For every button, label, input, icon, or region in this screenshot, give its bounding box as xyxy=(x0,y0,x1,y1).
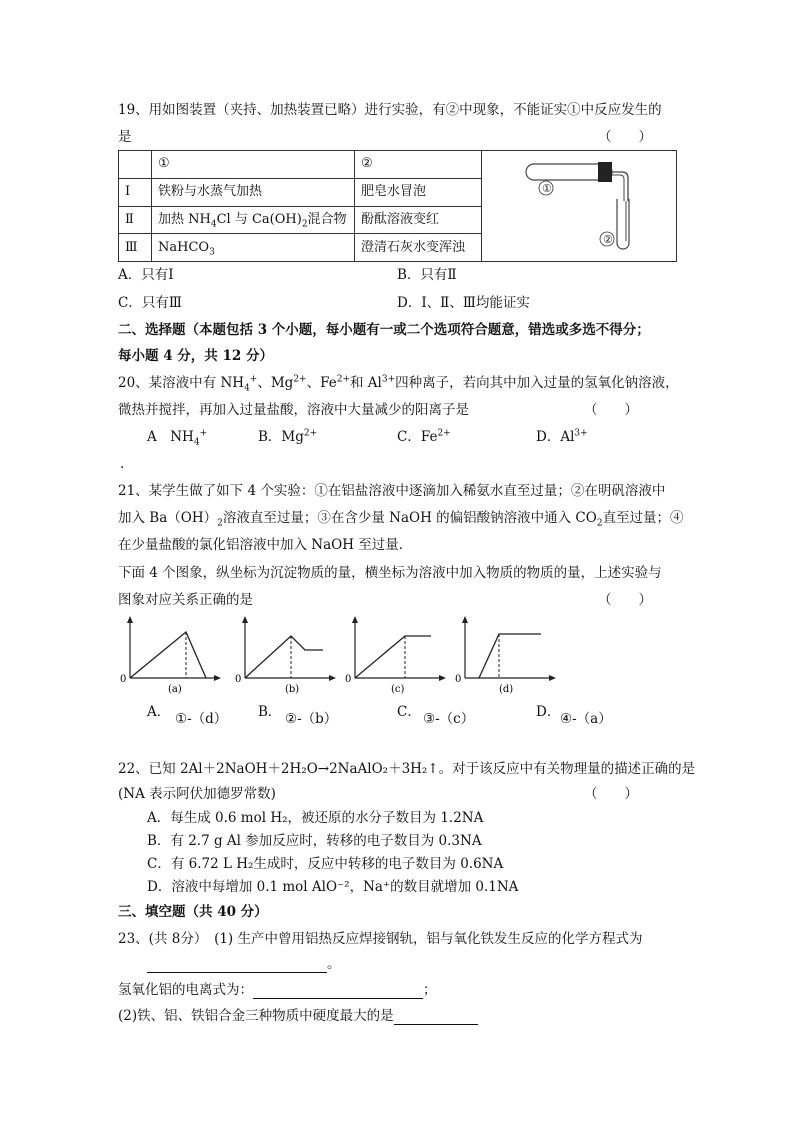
q21-option-d-text[interactable]: ④-（a） xyxy=(560,711,612,727)
section2-heading-line2: 每小题 4 分，共 12 分） xyxy=(118,348,273,364)
q21-option-a-letter[interactable]: A． xyxy=(147,704,171,720)
q22-option-c[interactable]: C．有 6.72 L H₂生成时，反应中转移的电子数目为 0.6NA xyxy=(147,856,504,872)
q19-row3-col2: 澄清石灰水变浑浊 xyxy=(355,234,482,262)
x-arrow-icon xyxy=(329,675,336,681)
q21-stem-line1: 21、某学生做了如下 4 个实验：①在铝盐溶液中逐滴加入稀氨水直至过量；②在明矾溶液中 xyxy=(118,483,666,499)
graph-label-a: (a) xyxy=(168,684,182,695)
q19-row2-col2: 酚酞溶液变红 xyxy=(355,206,482,234)
q20-stray-dot: . xyxy=(120,456,125,472)
origin-label: 0 xyxy=(120,674,127,685)
q21-option-d-letter[interactable]: D． xyxy=(536,704,561,720)
stopper xyxy=(598,162,612,182)
x-arrow-icon xyxy=(549,675,556,681)
q21-graph-a xyxy=(118,612,222,698)
q23-answer-blank-3[interactable] xyxy=(394,1010,478,1025)
section3-heading: 三、填空题（共 40 分） xyxy=(118,904,268,920)
curve xyxy=(355,636,431,678)
q23-line3: 氢氧化铝的电离式为： ； xyxy=(118,982,437,998)
q19-head-blank xyxy=(119,151,152,179)
origin-label: 0 xyxy=(345,674,352,685)
q19-row2-num: Ⅱ xyxy=(119,206,152,234)
q19-row2-col1: 加热 $NH_4Cl$ 与 $Ca(OH)_2$混合物 xyxy=(152,206,355,234)
q19-apparatus-figure xyxy=(482,151,676,261)
q21-option-a-text[interactable]: ①-（d） xyxy=(175,711,228,727)
q19-stem-line2: 是 xyxy=(118,129,132,145)
curve xyxy=(245,636,323,678)
y-arrow-icon xyxy=(352,616,358,623)
q20-option-a[interactable]: A $NH_4^+$ xyxy=(147,428,208,448)
x-arrow-icon xyxy=(214,675,221,681)
q23-stem-line1: 23、(共 8分） (1) 生产中曾用铝热反应焊接钢轨，铝与氧化铁发生反应的化学方程式为 xyxy=(118,931,643,947)
y-arrow-icon xyxy=(127,616,133,623)
q19-stem-line1: 19、用如图装置（夹持、加热装置已略）进行实验，有②中现象，不能证实①中反应发生的 xyxy=(118,102,662,118)
q20-option-d[interactable]: D．$Al^{3+}$ xyxy=(536,428,588,445)
q19-option-c[interactable]: C．只有Ⅲ xyxy=(118,295,182,311)
q22-option-a[interactable]: A．每生成 0.6 mol H₂，被还原的水分子数目为 1.2NA xyxy=(147,810,484,826)
graph-label-b: (b) xyxy=(285,684,300,695)
q19-option-d[interactable]: D．Ⅰ、Ⅱ、Ⅲ均能证实 xyxy=(397,295,530,311)
q19-head-1: ① xyxy=(152,151,355,179)
origin-label: 0 xyxy=(455,674,462,685)
curve xyxy=(479,634,541,678)
q20-option-c[interactable]: C．$Fe^{2+}$ xyxy=(397,428,451,445)
graph-label-c: (c) xyxy=(391,684,405,695)
q19-apparatus-cell xyxy=(482,151,677,262)
q19-row1-col1: 铁粉与水蒸气加热 xyxy=(152,178,355,206)
q21-stem-line3: 在少量盐酸的氯化铝溶液中加入 NaOH 至过量． xyxy=(118,537,413,553)
q22-option-d[interactable]: D．溶液中每增加 0.1 mol AlO⁻²，Na⁺的数目就增加 0.1NA xyxy=(147,879,519,895)
q19-row1-col2: 肥皂水冒泡 xyxy=(355,178,482,206)
q19-row3-num: Ⅲ xyxy=(119,234,152,262)
apparatus-label-2: ② xyxy=(603,233,613,246)
q21-option-c-text[interactable]: ③-（c） xyxy=(423,711,475,727)
graph-label-d: (d) xyxy=(499,684,514,695)
q21-stem-line2: 加入 $Ba(OH)_2$溶液直至过量；③在含少量 NaOH 的偏铝酸钠溶液中通入 $CO_2$直至过量；④ xyxy=(118,510,684,529)
q21-option-c-letter[interactable]: C． xyxy=(397,704,421,720)
q22-stem-line1: 22、已知 2Al＋2NaOH＋2H₂O→2NaAlO₂＋3H₂↑。对于该反应中有关物理量的描述正确的是 xyxy=(118,761,696,777)
q22-answer-paren: （ ） xyxy=(584,786,638,802)
q23-answer-blank-2[interactable] xyxy=(253,984,423,999)
q20-option-b[interactable]: B．$Mg^{2+}$ xyxy=(258,428,318,445)
q21-stem-line5: 图象对应关系正确的是 xyxy=(118,592,253,608)
q19-head-2: ② xyxy=(355,151,482,179)
curve xyxy=(130,632,206,678)
q21-option-b-text[interactable]: ②-（b） xyxy=(285,711,338,727)
q21-graph-d xyxy=(453,612,557,698)
q23-line4: (2)铁、铝、铁铝合金三种物质中硬度最大的是 xyxy=(118,1007,478,1025)
q19-answer-paren: （ ） xyxy=(598,129,652,145)
q21-stem-line4: 下面 4 个图象，纵坐标为沉淀物质的量，横坐标为溶液中加入物质的物质的量，上述实验与 xyxy=(118,565,662,581)
section2-heading-line1: 二、选择题（本题包括 3 个小题，每小题有一或二个选项符合题意，错选或多选不得分； xyxy=(118,322,650,338)
q21-option-b-letter[interactable]: B． xyxy=(258,704,282,720)
q19-row1-num: Ⅰ xyxy=(119,178,152,206)
q22-stem-line2: (NA 表示阿伏加德罗常数) xyxy=(118,786,276,802)
q21-graph-c xyxy=(343,612,447,698)
q20-answer-paren: （ ） xyxy=(584,402,638,418)
q19-option-a[interactable]: A．只有Ⅰ xyxy=(118,267,174,283)
q19-option-b[interactable]: B．只有Ⅱ xyxy=(397,267,457,283)
origin-label: 0 xyxy=(235,674,242,685)
q22-option-b[interactable]: B．有 2.7 g Al 参加反应时，转移的电子数目为 0.3NA xyxy=(147,833,482,849)
y-arrow-icon xyxy=(462,616,468,623)
x-arrow-icon xyxy=(439,675,446,681)
q23-line2: 。 xyxy=(147,955,341,973)
q19-row3-col1: NaHCO$_3$ xyxy=(152,234,355,262)
y-arrow-icon xyxy=(242,616,248,623)
q19-table xyxy=(118,150,677,262)
q20-stem-line2: 微热并搅拌，再加入过量盐酸，溶液中大量减少的阳离子是 xyxy=(118,402,469,418)
q21-answer-paren: （ ） xyxy=(598,592,652,608)
q21-graph-b xyxy=(233,612,337,698)
q23-answer-blank-1[interactable] xyxy=(147,958,327,973)
q20-stem-line1: 20、某溶液中有 $NH_4^+$、$Mg^{2+}$、$Fe^{2+}$和 $Al^{3+}$四种离子，若向其中加入过量的氢氧化钠溶液， xyxy=(118,374,679,394)
apparatus-label-1: ① xyxy=(542,182,552,195)
